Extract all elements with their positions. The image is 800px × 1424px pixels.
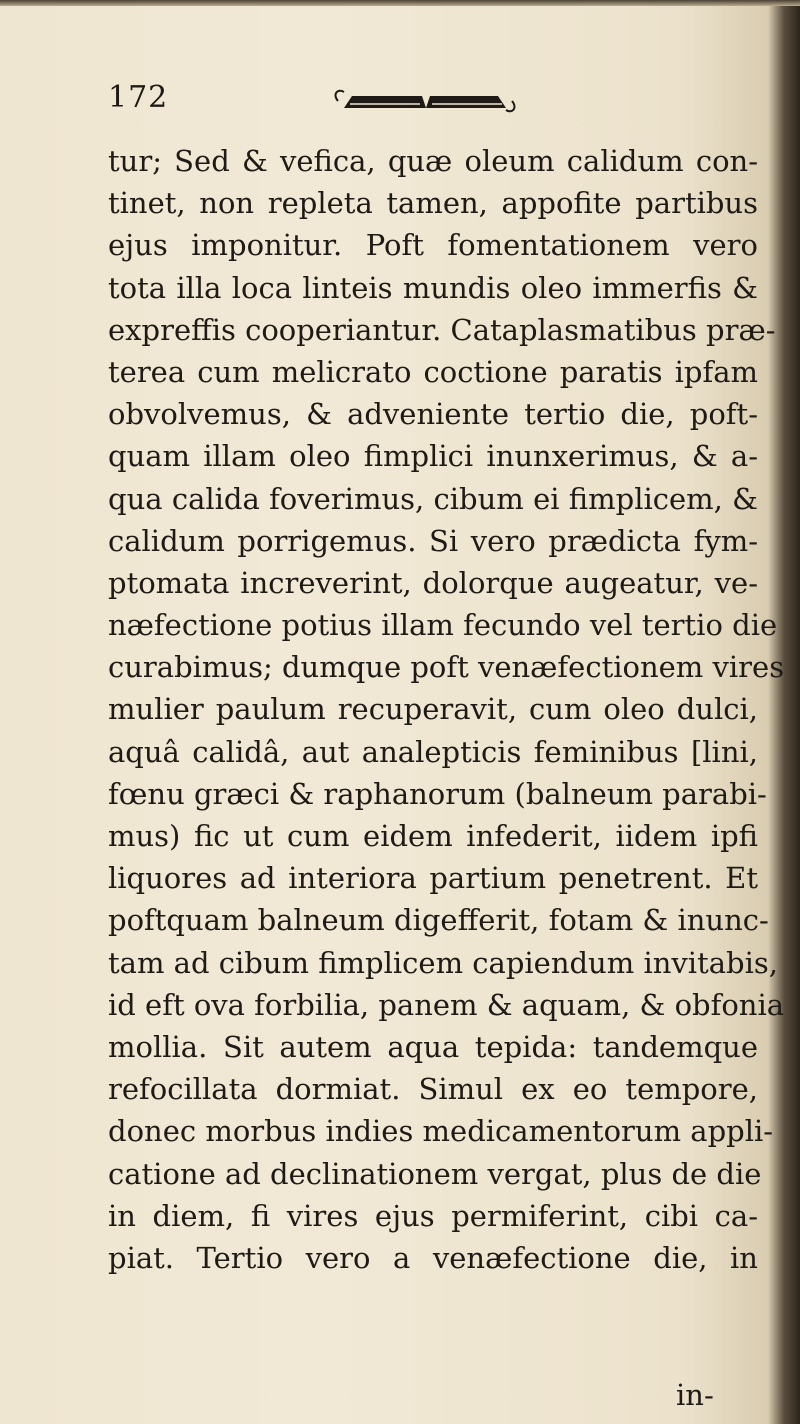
text-line: id eft ova forbilia, panem & aquam, & obfonia (108, 987, 785, 1022)
text-line: catione ad declinationem vergat, plus de die (108, 1156, 762, 1191)
text-line: tam ad cibum fimplicem capiendum invitabis, (108, 945, 778, 980)
text-line: terea cum melicrato coctione paratis ipfam (108, 354, 758, 389)
text-line: ptomata increverint, dolorque augeatur, ve- (108, 565, 758, 600)
text-line: tur; Sed & vefica, quæ oleum calidum con- (108, 144, 758, 178)
text-line: fœnu græci & raphanorum (balneum parabi- (108, 776, 767, 811)
text-line: qua calida foverimus, cibum ei fimplicem, & (108, 481, 758, 516)
text-line: næfectione potius illam fecundo vel tertio die (108, 608, 778, 643)
text-line: expreffis cooperiantur. Cataplasmatibus præ- (108, 312, 776, 347)
text-line: aquâ calidâ, aut analepticis feminibus [lini, (108, 734, 758, 769)
text-line: in diem, fi vires ejus permiferint, cibi ca- (108, 1198, 758, 1233)
header-ornament (330, 84, 520, 118)
text-line: mulier paulum recuperavit, cum oleo dulci, (108, 692, 758, 727)
text-line: curabimus; dumque poft venæfectionem vires (108, 650, 785, 685)
text-body (108, 140, 785, 1279)
text-line: donec morbus indies medicamentorum appli- (108, 1114, 774, 1149)
text-line: tota illa loca linteis mundis oleo immerfis & (108, 270, 758, 305)
text-line: mus) fic ut cum eidem infederit, iidem ipfi (108, 819, 758, 853)
text-line: liquores ad interiora partium penetrent. Et (108, 861, 758, 896)
text-line: mollia. Sit autem aqua tepida: tandemque (108, 1029, 758, 1064)
text-line: refocillata dormiat. Simul ex eo tempore, (108, 1072, 758, 1107)
page-number: 172 (108, 80, 169, 115)
text-line: tinet, non repleta tamen, appofite partibus (108, 186, 758, 221)
text-line: obvolvemus, & adveniente tertio die, poft- (108, 397, 758, 432)
text-line: poftquam balneum digefferit, fotam & inunc- (108, 903, 769, 938)
text-line: calidum porrigemus. Si vero prædicta fym- (108, 523, 758, 558)
text-line: piat. Tertio vero a venæfectione die, in (108, 1240, 758, 1275)
catchword: in- (676, 1378, 714, 1412)
page-top-edge (0, 0, 800, 6)
text-line: ejus imponitur. Poft fomentationem vero (108, 228, 758, 263)
text-line: quam illam oleo fimplici inunxerimus, & a- (108, 439, 758, 474)
